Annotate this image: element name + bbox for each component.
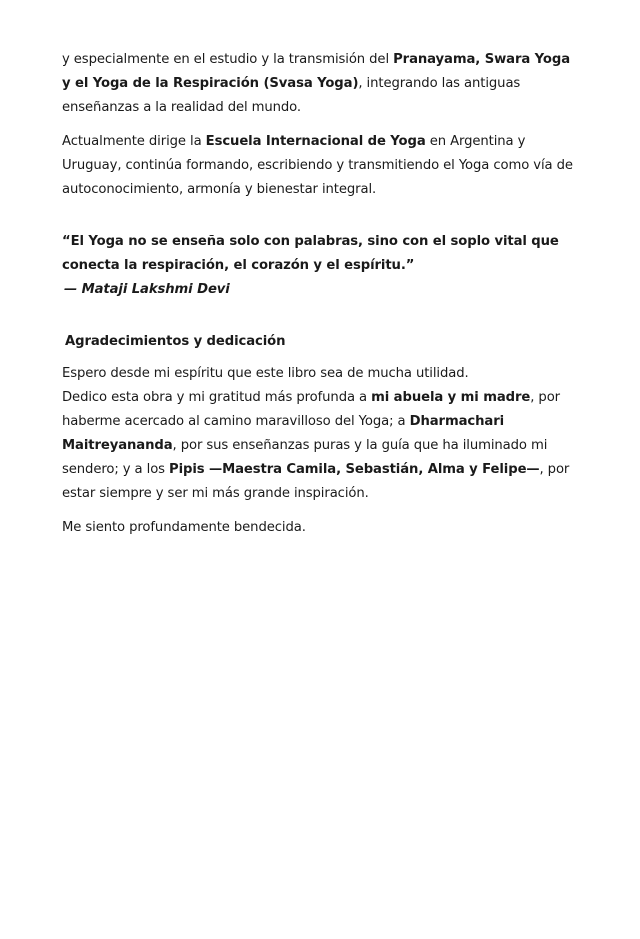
paragraph-text: Actualmente dirige la bbox=[62, 134, 206, 149]
page-content bbox=[62, 48, 582, 540]
bold-text: Pranayama, Swara Yoga y el Yoga de la Respiración (Svasa Yoga) bbox=[62, 52, 571, 91]
paragraph-closing: Me siento profundamente bendecida. bbox=[62, 520, 306, 535]
paragraph-text: en Argentina y Uruguay, continúa formando, escribiendo y transmitiendo el Yoga como vía de autoconocimiento, armonía y bienestar integral. bbox=[62, 134, 573, 197]
quote-text: “El Yoga no se enseña solo con palabras, sino con el soplo vital que conecta la respiración, el corazón y el espíritu.” bbox=[62, 234, 559, 273]
paragraph-training bbox=[62, 48, 582, 120]
section-heading: Agradecimientos y dedicación bbox=[65, 334, 286, 349]
paragraph-text: , por sus enseñanzas puras y la guía que ha iluminado mi sendero; y a los bbox=[62, 438, 548, 477]
bold-text: Pipis —Maestra Camila, Sebastián, Alma y Felipe— bbox=[169, 462, 540, 477]
paragraph-hope: Espero desde mi espíritu que este libro sea de mucha utilidad. bbox=[62, 366, 469, 381]
quote-author: — Mataji Lakshmi Devi bbox=[64, 282, 230, 297]
paragraph-dedication bbox=[62, 386, 582, 506]
bold-text: Escuela Internacional de Yoga bbox=[205, 134, 426, 149]
paragraph-text: y especialmente en el estudio y la transmisión del bbox=[62, 52, 394, 67]
paragraph-text: , integrando las antiguas enseñanzas a la realidad del mundo. bbox=[62, 76, 521, 115]
bold-text: Dharmachari Maitreyananda bbox=[62, 414, 505, 453]
paragraph-text: Dedico esta obra y mi gratitud más profunda a bbox=[62, 390, 372, 405]
paragraph-text: , por haberme acercado al camino maravilloso del Yoga; a bbox=[62, 390, 560, 429]
paragraph-text: , por estar siempre y ser mi más grande inspiración. bbox=[62, 462, 570, 501]
paragraph-school bbox=[62, 130, 582, 202]
bold-text: mi abuela y mi madre bbox=[371, 390, 531, 405]
